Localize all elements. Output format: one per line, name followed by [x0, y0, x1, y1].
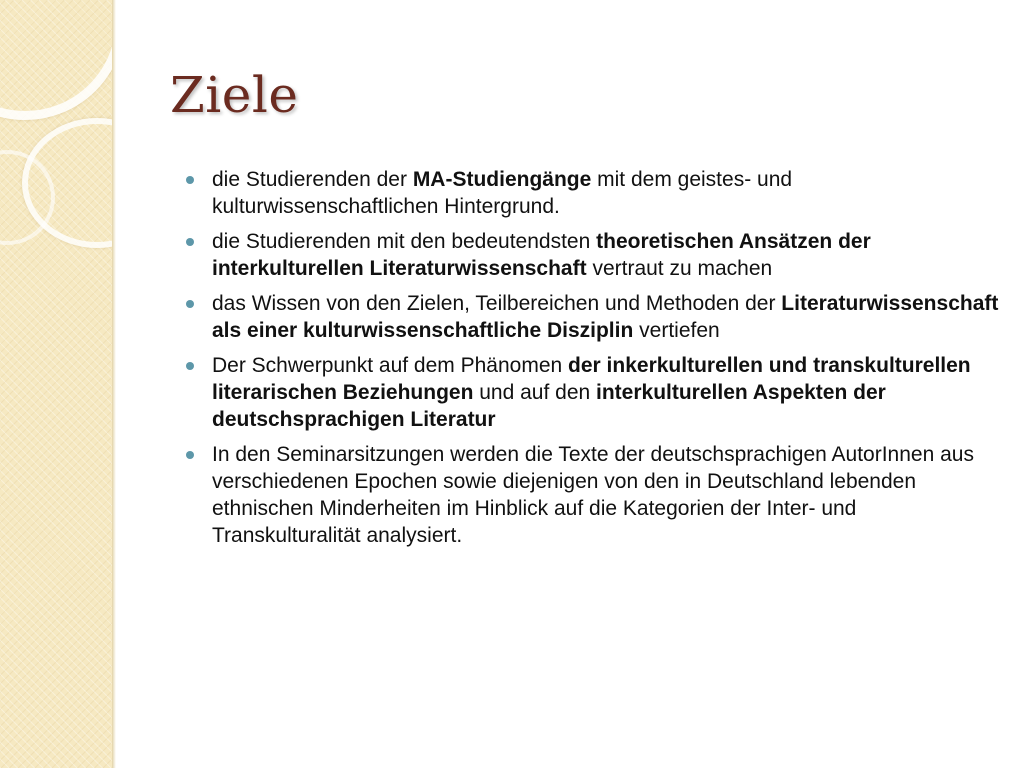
- bullet-text: die Studierenden mit den bedeutendsten: [212, 230, 597, 253]
- bullet-item: [186, 290, 1001, 344]
- bullet-dot-icon: [186, 176, 194, 184]
- bullet-item: [186, 166, 1001, 220]
- bullet-dot-icon: [186, 238, 194, 246]
- decorative-side-strip: [0, 0, 112, 768]
- bullet-text-bold: Literaturwissenschaft als einer kulturwissenschaftliche Disziplin: [212, 292, 999, 342]
- bullet-dot-icon: [186, 362, 194, 370]
- bullet-item: [186, 441, 1001, 549]
- bullet-dot-icon: [186, 451, 194, 459]
- bullet-text: das Wissen von den Zielen, Teilbereichen und Methoden der: [212, 292, 782, 315]
- bullet-text: Der Schwerpunkt auf dem Phänomen: [212, 354, 569, 377]
- side-strip-edge: [112, 0, 116, 768]
- bullet-text: vertraut zu machen: [586, 257, 773, 280]
- bullet-text: In den Seminarsitzungen werden die Texte der deutschsprachigen AutorInnen aus verschiedenen Epochen sowie diejenigen von den in Deutschland lebenden ethnischen Minderheiten im Hinblick auf die Kategorien der Inter- und Transkulturalität analysiert.: [212, 443, 974, 547]
- bullet-dot-icon: [186, 300, 194, 308]
- bullet-text: und auf den: [473, 381, 597, 404]
- bullet-text-bold: interkulturellen Aspekten der deutschsprachigen Literatur: [212, 381, 886, 431]
- bullet-text-bold: der inkerkulturellen und transkulturellen literarischen Beziehungen: [212, 354, 971, 404]
- bullet-text-bold: theoretischen Ansätzen der interkulturellen Literaturwissenschaft: [212, 230, 871, 280]
- bullet-item: [186, 352, 1001, 433]
- decorative-ring-top: [0, 0, 112, 120]
- bullet-text: mit dem geistes- und kulturwissenschaftlichen Hintergrund.: [212, 168, 793, 218]
- bullet-text: die Studierenden der: [212, 168, 413, 191]
- bullet-text-bold: MA-Studiengänge: [412, 168, 592, 191]
- bullet-item: [186, 228, 1001, 282]
- bullet-text: vertiefen: [633, 319, 720, 342]
- bullet-list: [186, 166, 1001, 557]
- slide-title: Ziele: [170, 66, 299, 124]
